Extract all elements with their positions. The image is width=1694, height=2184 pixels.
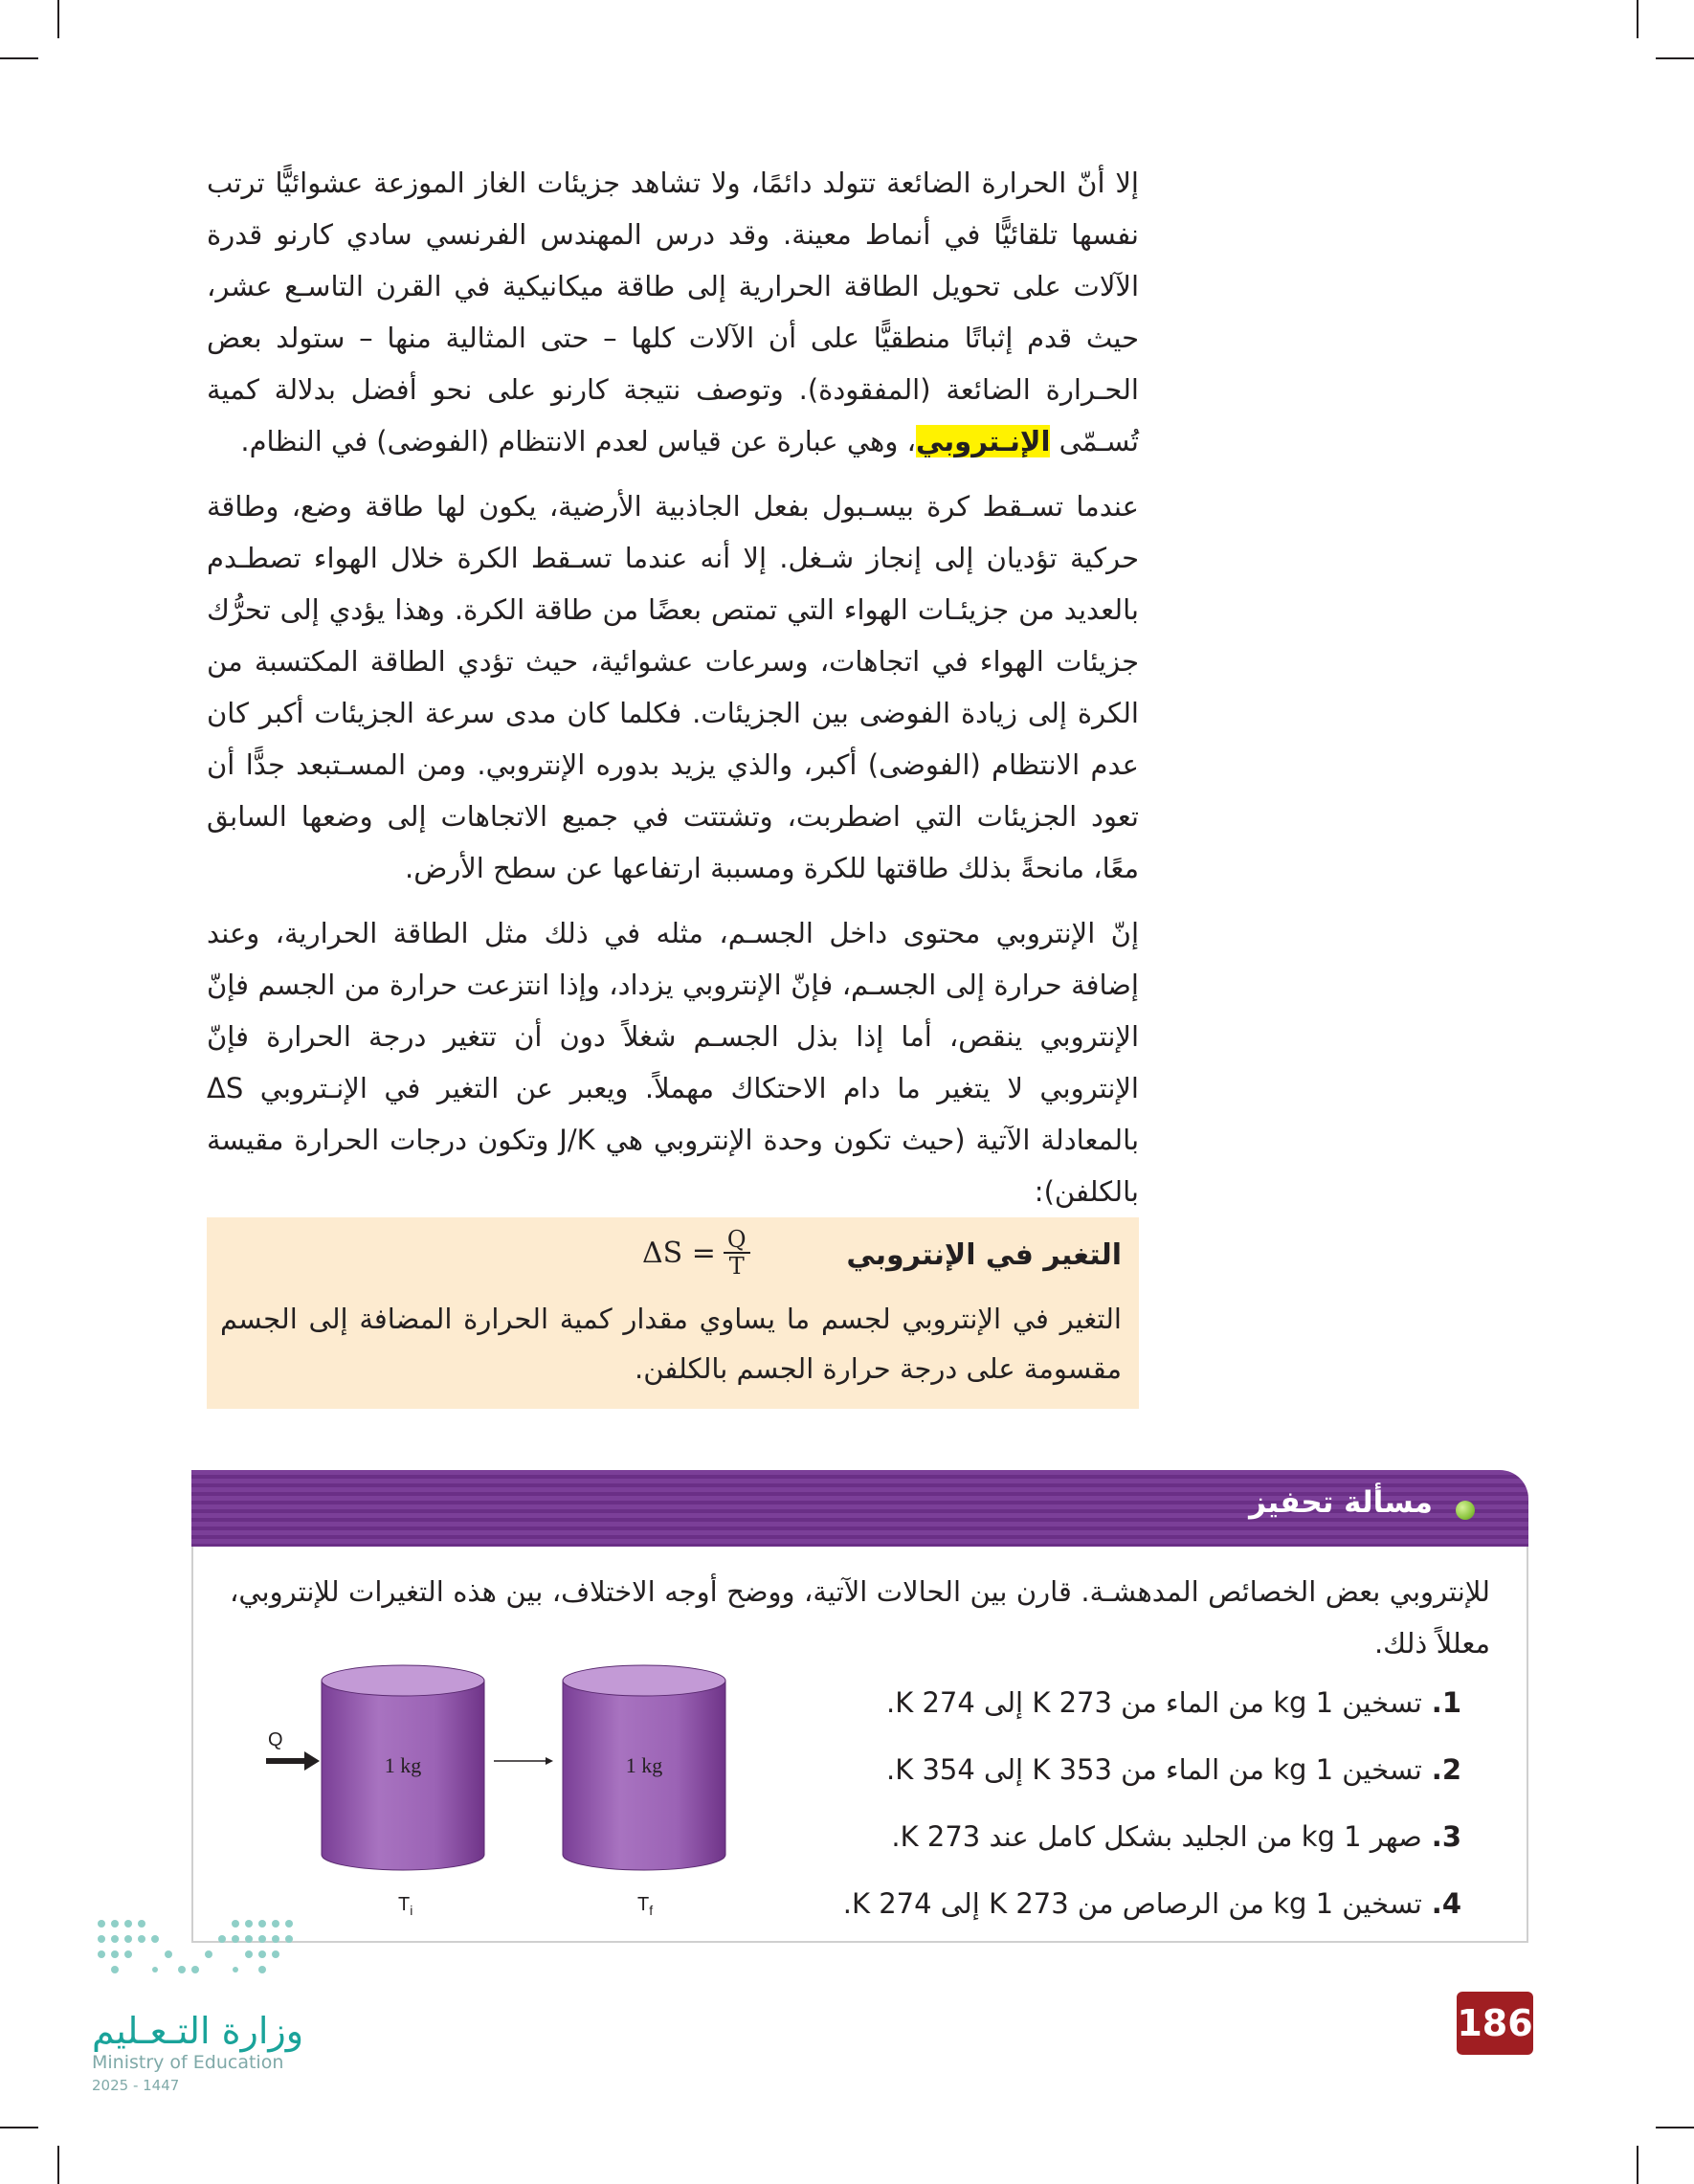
crop-mark: [1656, 57, 1694, 59]
list-item: 4.تسخين 1 kg من الرصاص من 273 K إلى 274 K.: [842, 1887, 1461, 1920]
definition-title: التغير في الإنتروبي: [846, 1238, 1122, 1272]
motivation-problem: [191, 1470, 1528, 1945]
entropy-highlight: الإنـتروبي: [915, 425, 1051, 457]
process-arrow-icon: [546, 1757, 553, 1765]
list-item: 1.تسخين 1 kg من الماء من 273 K إلى 274 K.: [886, 1686, 1461, 1719]
equation-fraction: [724, 1227, 750, 1279]
mass-label-initial: 1 kg: [384, 1753, 422, 1777]
paragraph-carnot: إلا أنّ الحرارة الضائعة تتولد دائمًا، ولا تشاهد جزيئات الغاز الموزعة عشوائيًّا ترتب نفسها تلقائيًّا في أنماط معينة. وقد درس المهندس الفرنسي سادي كارنو قدرة الآلات على تحويل الطاقة الحرارية إلى طاقة ميكانيكية في القرن التاسـع عشر، حيث قدم إثباتًا منطقيًّا على أن الآلات كلها – حتى المثالية منها – ستولد بعض الحـرارة الضائعة (المفقودة). وتوصف نتيجة كارنو على نحو أفضل بدلالة كمية تُسـمّى الإنـتروبي، وهي عبارة عن قياس لعدم الانتظام (الفوضى) في النظام.: [207, 167, 1139, 457]
list-item: 2.تسخين 1 kg من الماء من 353 K إلى 354 K.: [886, 1753, 1461, 1786]
ministry-dots-icon: [92, 1914, 302, 1991]
temp-label-initial: $T_i$: [398, 1894, 413, 1918]
crop-mark: [1656, 2127, 1694, 2128]
motivation-intro: للإنتروبي بعض الخصائص المدهشـة. قارن بين الحالات الآتية، ووضح أوجه الاختلاف، بين هذه التغيرات للإنتروبي، معللاً ذلك.: [230, 1575, 1490, 1660]
equation-numerator: Q: [724, 1227, 750, 1254]
equation-lhs: ΔS =: [642, 1236, 716, 1270]
ministry-english-name: Ministry of Education: [92, 2052, 284, 2073]
list-item: 3.صهر 1 kg من الجليد بشكل كامل عند 273 K.: [891, 1820, 1461, 1853]
crop-mark: [1637, 2146, 1638, 2184]
ministry-arabic-name: وزارة التـعـليم: [92, 2010, 304, 2052]
crop-mark: [1637, 0, 1638, 38]
paragraph-entropy-content: إنّ الإنتروبي محتوى داخل الجسـم، مثله في ذلك مثل الطاقة الحرارية، وعند إضافة حرارة إلى الجسـم، فإنّ الإنتروبي يزداد، وإذا انتزعت حرارة من الجسم فإنّ الإنتروبي ينقص، أما إذا بذل الجسـم شغلاً دون أن تتغير درجة الحرارة فإنّ الإنتروبي لا يتغير ما دام الاحتكاك مهملاً. ويعبر عن التغير في الإنـتروبي ΔS بالمعادلة الآتية (حيث تكون وحدة الإنتروبي هي J/K وتكون درجات الحرارة مقيسة بالكلفن):: [207, 917, 1140, 1208]
page-number: 186: [1457, 1992, 1533, 2055]
temp-label-final: $T_f$: [637, 1894, 654, 1918]
entropy-equation: [642, 1227, 750, 1279]
paragraph-baseball: عندما تسـقط كرة بيسـبول بفعل الجاذبية الأرضية، يكون لها طاقة وضع، وطاقة حركية تؤديان إلى إنجاز شـغل. إلا أنه عندما تسـقط الكرة خلال الهواء تصطـدم بالعديد من جزيئـات الهواء التي تمتص بعضًا من طاقة الكرة. وهذا يؤدي إلى تحرُّك جزيئات الهواء في اتجاهات، وسرعات عشوائية، حيث تؤدي الطاقة المكتسبة من الكرة إلى زيادة الفوضى بين الجزيئات. فكلما كان مدى سرعة الجزيئات أكبر كان عدم الانتظام (الفوضى) أكبر، والذي يزيد بدوره الإنتروبي. ومن المسـتبعد جدًّا أن تعود الجزيئات التي اضطربت، وتشتتت في جميع الاتجاهات إلى وضعها السابق معًا، مانحةً بذلك طاقتها للكرة ومسببة ارتفاعها عن سطح الأرض.: [207, 490, 1139, 884]
motivation-header: [191, 1470, 1528, 1547]
equation-denominator: T: [728, 1253, 745, 1280]
heat-arrow-icon: [304, 1751, 320, 1771]
crop-mark: [0, 57, 38, 59]
crop-mark: [0, 2127, 38, 2128]
main-text: [207, 157, 1139, 1217]
definition-text: التغير في الإنتروبي لجسم ما يساوي مقدار كمية الحرارة المضافة إلى الجسم مقسومة على درجة حرارة الجسم بالكلفن.: [220, 1303, 1122, 1385]
ministry-logo: [92, 1914, 312, 2106]
motivation-title: مسألة تحفيز: [1249, 1485, 1433, 1520]
question-list: [843, 1673, 1461, 1941]
bullet-icon: [1456, 1501, 1475, 1520]
crop-mark: [57, 2146, 59, 2184]
heat-label: Q: [268, 1729, 283, 1750]
heating-diagram: [191, 1654, 766, 1941]
crop-mark: [57, 0, 59, 38]
ministry-year: 2025 - 1447: [92, 2077, 180, 2094]
definition-box: [207, 1217, 1139, 1409]
mass-label-final: 1 kg: [625, 1753, 663, 1777]
